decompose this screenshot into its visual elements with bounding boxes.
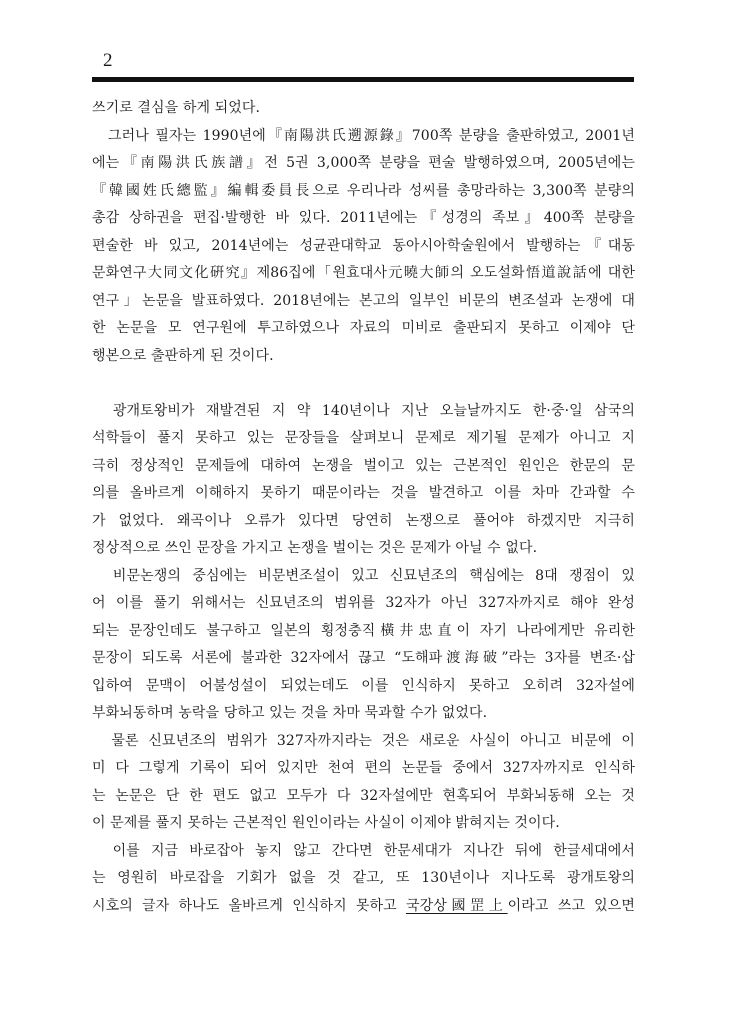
text-line: 물론 신묘년조의 범위가 327자까지라는 것은 새로운 사실이 아니고 비문에 이 bbox=[92, 732, 635, 749]
text-segment: 시호의 글자 하나도 올바르게 인식하지 못하고 bbox=[92, 897, 406, 914]
text-line: 는 논문은 단 한 편도 없고 모두가 다 32자설에만 현혹되어 부화뇌동해 오는 것 bbox=[92, 787, 635, 804]
text-line: 연구」논문을 발표하였다. 2018년에는 본고의 일부인 비문의 변조설과 논쟁에 대 bbox=[92, 292, 635, 309]
text-line: 석학들이 풀지 못하고 있는 문장들을 살펴보니 문제로 제기될 문제가 아니고 지 bbox=[92, 430, 635, 446]
text-line: 이 문제를 풀지 못하는 근본적인 원인이라는 사실이 이제야 밝혀지는 것이다. bbox=[92, 815, 560, 831]
text-line: 한 논문을 모 연구원에 투고하였으나 자료의 미비로 출판되지 못하고 이제야 단 bbox=[92, 320, 635, 336]
text-line: 미 다 그렇게 기록이 되어 있지만 천여 편의 논문들 중에서 327자까지로 인식하 bbox=[92, 760, 635, 776]
body-text bbox=[92, 95, 635, 920]
text-line: 입하여 문맥이 어불성설이 되었는데도 이를 인식하지 못하고 오히려 32자설에 bbox=[92, 677, 635, 694]
text-line: 이를 지금 바로잡아 놓지 않고 간다면 한문세대가 지나간 뒤에 한글세대에서 bbox=[92, 842, 635, 859]
text-line: 『韓國姓氏總監』編輯委員長으로 우리나라 성씨를 총망라하는 3,300쪽 분량의 bbox=[92, 182, 635, 199]
text-line: 편술한 바 있고, 2014년에는 성균관대학교 동아시아학술원에서 발행하는『대동 bbox=[92, 237, 635, 254]
text-line-final bbox=[92, 893, 635, 921]
text-line: 문화연구大同文化硏究』제86집에「원효대사元曉大師의 오도설화悟道說話에 대한 bbox=[92, 265, 635, 281]
text-line: 광개토왕비가 재발견된 지 약 140년이나 지난 오늘날까지도 한·중·일 삼국의 bbox=[92, 402, 635, 419]
text-line: 총감 상하권을 편집·발행한 바 있다. 2011년에는『성경의 족보』400쪽 분량을 bbox=[92, 210, 635, 226]
text-line: 되는 문장인데도 불구하고 일본의 횡정충직橫井忠直이 자기 나라에게만 유리한 bbox=[92, 622, 635, 639]
underlined-term: 국강상國罡上 bbox=[405, 897, 508, 914]
paragraph-gap bbox=[92, 370, 635, 398]
text-line: 정상적으로 쓰인 문장을 가지고 논쟁을 벌이는 것은 문제가 아닐 수 없다. bbox=[92, 540, 538, 556]
text-line: 어 이를 풀기 위해서는 신묘년조의 범위를 32자가 아닌 327자까지로 해야 완성 bbox=[92, 595, 635, 611]
text-line: 그러나 필자는 1990년에『南陽洪氏遡源錄』700쪽 분량을 출판하였고, 2001년 bbox=[92, 127, 635, 144]
text-line: 극히 정상적인 문제들에 대하여 논쟁을 벌이고 있는 근본적인 원인은 한문의 문 bbox=[92, 457, 635, 474]
text-line: 행본으로 출판하게 된 것이다. bbox=[92, 347, 274, 364]
text-line: 쓰기로 결심을 하게 되었다. bbox=[92, 100, 261, 116]
text-line: 에는『南陽洪氏族譜』전 5권 3,000쪽 분량을 편술 발행하였으며, 2005년에는 bbox=[92, 155, 635, 171]
text-line: 는 영원히 바로잡을 기회가 없을 것 같고, 또 130년이나 지나도록 광개토왕의 bbox=[92, 870, 635, 886]
page-number: 2 bbox=[103, 50, 113, 71]
text-line: 의를 올바르게 이해하지 못하기 때문이라는 것을 발견하고 이를 차마 간과할 수 bbox=[92, 485, 635, 501]
text-line: 가 없었다. 왜곡이나 오류가 있다면 당연히 논쟁으로 풀어야 하겠지만 지극히 bbox=[92, 512, 635, 529]
text-line: 문장이 되도록 서론에 불과한 32자에서 끊고 “도해파渡海破”라는 3자를 변조·삽 bbox=[92, 650, 635, 666]
text-line: 부화뇌동하며 농락을 당하고 있는 것을 차마 묵과할 수가 없었다. bbox=[92, 705, 488, 721]
text-line: 비문논쟁의 중심에는 비문변조설이 있고 신묘년조의 핵심에는 8대 쟁점이 있 bbox=[92, 567, 635, 584]
text-segment: 이라고 쓰고 있으면 bbox=[507, 897, 636, 914]
header-rule bbox=[92, 77, 634, 82]
